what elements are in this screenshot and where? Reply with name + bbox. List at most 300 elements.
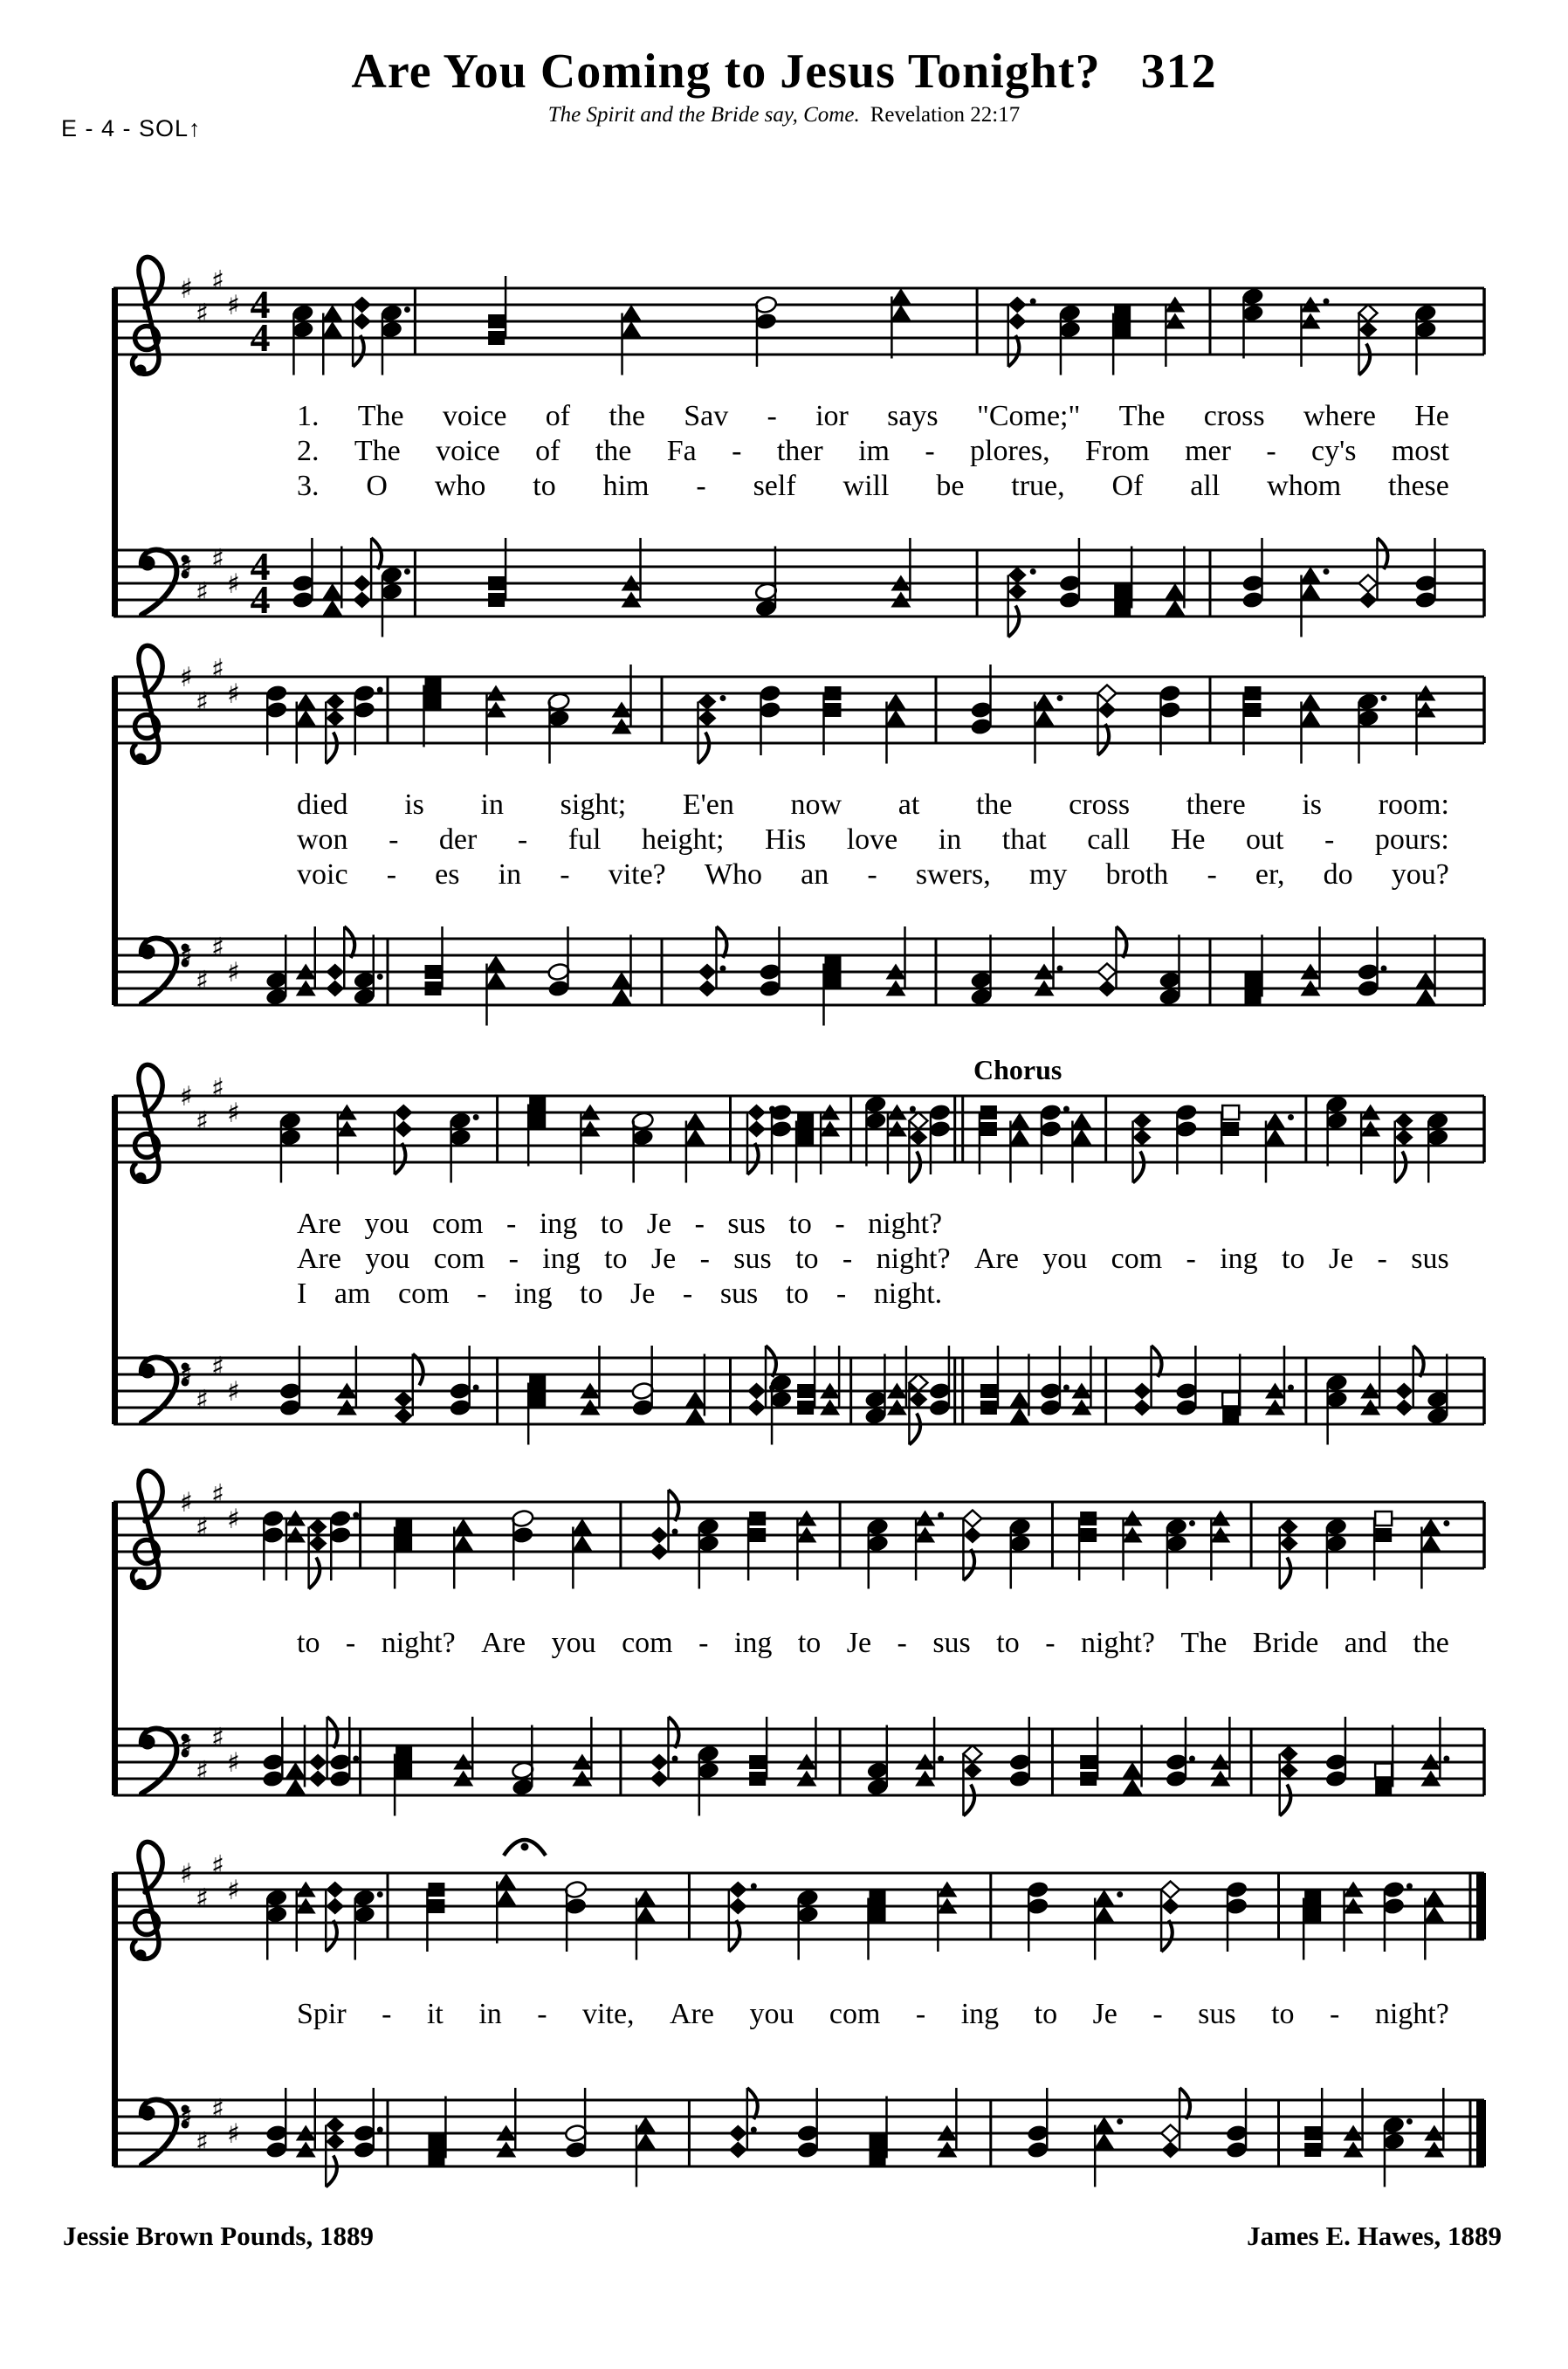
lyric-word: broth — [1105, 858, 1169, 891]
lyric-word: is — [1302, 789, 1323, 821]
note-head — [1094, 2117, 1114, 2132]
note-head — [759, 700, 781, 719]
bass-clef-icon — [141, 1735, 155, 1750]
sharp-icon: ♯ — [211, 653, 225, 685]
lyric-line — [297, 470, 1449, 505]
note-head — [547, 692, 570, 711]
sharp-icon: ♯ — [196, 298, 210, 330]
lyric-word: of — [545, 400, 571, 432]
treble-staff — [0, 1035, 1568, 1236]
sharp-icon: ♯ — [180, 2102, 194, 2133]
note-head — [1241, 304, 1264, 322]
note-head — [353, 1905, 375, 1924]
verse-lyrics — [297, 400, 1449, 505]
sharp-icon: ♯ — [211, 1351, 225, 1383]
note-head — [631, 1381, 654, 1400]
lyric-word: cy's — [1311, 435, 1357, 467]
note-head — [512, 1761, 534, 1780]
note-head — [395, 1520, 412, 1534]
augmentation-dot — [938, 1512, 944, 1519]
note-head — [1165, 600, 1185, 616]
sharp-icon: ♯ — [211, 1722, 225, 1754]
note-head — [1414, 590, 1437, 609]
note-head — [697, 1534, 719, 1553]
lyric-word: I — [297, 1277, 307, 1310]
note-head — [870, 1891, 886, 1905]
note-head — [1395, 1400, 1413, 1416]
lyric-word: to — [600, 1208, 624, 1240]
lyric-word: - — [694, 1208, 705, 1240]
note-head — [1133, 1129, 1152, 1146]
note-head — [1427, 1390, 1449, 1408]
lyric-word: sus — [727, 1208, 766, 1240]
lyric-word: - — [925, 435, 935, 467]
note-head — [1382, 1897, 1405, 1915]
note-head — [279, 1398, 301, 1416]
note-head — [1008, 1769, 1031, 1787]
note-flag — [1395, 1152, 1406, 1183]
lyric-word: - — [836, 1277, 847, 1310]
augmentation-dot — [404, 568, 410, 575]
lyric-word: ing — [539, 1208, 578, 1240]
lyric-word: - — [560, 858, 570, 891]
note-head — [1027, 2124, 1049, 2142]
lyric-word: to — [533, 470, 556, 502]
lyric-word: Are — [297, 1208, 341, 1240]
note-head — [1357, 962, 1379, 981]
augmentation-dot — [1063, 1106, 1069, 1112]
note-head — [970, 700, 993, 719]
note-head — [825, 703, 842, 717]
note-head — [1039, 1381, 1062, 1400]
lyric-word: - — [1207, 858, 1217, 891]
lyric-word: the — [975, 789, 1013, 821]
lyric-word: He — [1170, 823, 1206, 856]
lyric-word: - — [382, 1998, 392, 2030]
lyric-word: call — [1087, 823, 1131, 856]
bass-clef-icon — [141, 2106, 155, 2121]
lyric-word: to — [1271, 1998, 1295, 2030]
note-head — [1133, 1112, 1152, 1129]
note-head — [395, 1747, 412, 1761]
lyric-word: am — [334, 1277, 371, 1310]
treble-clef-icon — [133, 1842, 163, 1960]
note-head — [279, 1381, 301, 1400]
note-head — [698, 693, 717, 710]
lyric-word: - — [842, 1243, 853, 1275]
sharp-icon: ♯ — [227, 1875, 241, 1906]
note-head — [928, 1381, 951, 1400]
note-head — [488, 576, 505, 590]
note-head — [963, 1511, 981, 1527]
chorus-label: Chorus — [973, 1054, 1063, 1085]
note-head — [326, 1882, 344, 1898]
note-head — [326, 964, 344, 981]
note-head — [1357, 709, 1379, 727]
note-head — [797, 1114, 814, 1128]
note-head — [1222, 1393, 1239, 1407]
note-head — [265, 2124, 288, 2142]
page-title — [0, 44, 1568, 100]
augmentation-dot — [751, 2127, 757, 2133]
note-head — [380, 304, 402, 322]
lyric-word: true, — [1011, 470, 1065, 502]
lyric-line — [297, 1277, 942, 1312]
note-head — [1280, 1519, 1298, 1535]
note-head — [697, 1761, 719, 1780]
note-head — [1133, 1383, 1152, 1400]
lyric-word: to — [1034, 1998, 1058, 2030]
augmentation-dot — [910, 1106, 916, 1112]
lyric-word: ing — [1220, 1243, 1258, 1275]
augmentation-dot — [353, 1512, 359, 1519]
note-head — [1325, 1390, 1348, 1408]
lyric-word: Je — [846, 1627, 872, 1659]
sharp-icon: ♯ — [211, 265, 225, 297]
note-head — [449, 1398, 471, 1416]
lyric-word: - — [682, 1277, 693, 1310]
note-head — [1008, 583, 1027, 600]
note-head — [769, 1119, 792, 1138]
lyric-word: sus — [1411, 1243, 1449, 1275]
sharp-icon: ♯ — [196, 1384, 210, 1416]
note-head — [1420, 1519, 1441, 1534]
augmentation-dot — [720, 966, 726, 972]
treble-staff — [0, 616, 1568, 816]
note-head — [449, 1381, 471, 1400]
note-flag — [1098, 724, 1110, 755]
note-flag — [729, 1920, 740, 1952]
chorus-lyrics — [297, 1627, 1449, 1662]
note-head — [909, 1129, 927, 1146]
note-head — [425, 678, 442, 692]
augmentation-dot — [473, 1114, 479, 1120]
lyric-word: the — [1413, 1627, 1449, 1659]
note-head — [329, 1525, 352, 1544]
lyric-word: ing — [733, 1627, 773, 1659]
sharp-icon: ♯ — [196, 1105, 210, 1138]
lyric-word: ing — [960, 1998, 1000, 2030]
note-head — [529, 1376, 546, 1390]
lyric-word: to — [788, 1208, 812, 1240]
note-head — [1114, 602, 1131, 616]
lyric-word: you — [749, 1998, 794, 2030]
key-pitch-label: E - 4 - SOL↑ — [61, 115, 202, 141]
note-head — [496, 1890, 516, 1905]
sharp-icon: ♯ — [196, 686, 210, 719]
note-head — [866, 1518, 889, 1536]
note-head — [322, 600, 342, 616]
note-head — [796, 2140, 819, 2159]
note-flag — [1008, 335, 1020, 367]
note-head — [980, 1105, 997, 1119]
note-head — [1375, 1764, 1392, 1778]
note-head — [825, 957, 842, 971]
lyric-word: - — [508, 1243, 519, 1275]
lyric-word: com — [398, 1277, 450, 1310]
note-flag — [309, 1558, 320, 1589]
note-head — [1416, 972, 1436, 988]
note-head — [529, 1114, 546, 1128]
note-head — [970, 971, 993, 989]
note-head — [980, 1401, 997, 1415]
augmentation-dot — [473, 1385, 479, 1391]
note-head — [650, 1771, 669, 1787]
note-head — [353, 2124, 375, 2142]
lyric-word: "Come;" — [976, 400, 1081, 432]
note-head — [395, 1121, 413, 1138]
lyric-word: night. — [873, 1277, 943, 1310]
sharp-icon: ♯ — [180, 1731, 194, 1762]
lyric-word: cross — [1203, 400, 1265, 432]
lyric-word: pours: — [1374, 823, 1449, 856]
sharp-icon: ♯ — [180, 552, 194, 583]
lyric-word: won — [297, 823, 348, 856]
note-head — [864, 1112, 887, 1130]
note-head — [1094, 1890, 1114, 1905]
note-head — [449, 1128, 471, 1147]
note-head — [428, 1883, 444, 1897]
composer-credit: James E. Hawes, 1889 — [1247, 2221, 1502, 2251]
note-head — [636, 2133, 656, 2149]
chorus-lyrics — [297, 1998, 1449, 2033]
music-system-1 — [0, 227, 1568, 664]
note-head — [265, 2140, 288, 2159]
lyric-word: Je — [630, 1277, 656, 1310]
note-head — [309, 1535, 327, 1552]
augmentation-dot — [1057, 966, 1063, 972]
lyric-word: O — [366, 470, 388, 502]
note-head — [631, 1112, 654, 1130]
note-head — [353, 1889, 375, 1907]
scripture-line — [0, 103, 1568, 127]
note-head — [1175, 1381, 1198, 1400]
note-head — [1241, 590, 1264, 609]
time-signature: 4 — [250, 282, 271, 327]
note-head — [1035, 693, 1055, 709]
lyric-word: er, — [1255, 858, 1285, 891]
scripture-reference: Revelation 22:17 — [870, 103, 1021, 127]
sharp-icon: ♯ — [180, 1487, 194, 1519]
augmentation-dot — [1189, 1756, 1195, 1762]
lyric-word: night? — [1374, 1998, 1449, 2030]
note-head — [279, 1128, 301, 1147]
note-head — [729, 1898, 747, 1915]
lyric-word: where — [1303, 400, 1376, 432]
note-flag — [698, 733, 710, 764]
note-head — [353, 575, 371, 592]
note-head — [564, 2140, 587, 2159]
lyric-word: sight; — [560, 789, 627, 821]
lyric-word: The — [1180, 1627, 1228, 1659]
lyric-word: swers, — [915, 858, 991, 891]
note-head — [353, 592, 371, 609]
note-head — [326, 2133, 344, 2150]
lyric-word: and — [1344, 1627, 1387, 1659]
treble-staff — [0, 1441, 1568, 1642]
augmentation-dot — [1381, 966, 1387, 972]
lyric-word: night? — [381, 1627, 456, 1659]
note-head — [488, 331, 505, 345]
note-head — [980, 1384, 997, 1398]
note-head — [1245, 974, 1262, 988]
note-head — [425, 695, 442, 709]
note-head — [980, 1122, 997, 1136]
note-flag — [326, 733, 337, 764]
sharp-icon: ♯ — [227, 568, 241, 600]
note-head — [1416, 988, 1436, 1004]
note-head — [1009, 1408, 1029, 1423]
note-head — [866, 1778, 889, 1796]
lyric-word: - — [1152, 1998, 1163, 2030]
lyric-word: 2. — [297, 435, 320, 467]
lyric-line — [297, 858, 1449, 893]
note-head — [488, 314, 505, 328]
lyric-word: do — [1323, 858, 1353, 891]
note-head — [353, 971, 375, 989]
note-head — [292, 320, 314, 339]
note-head — [1382, 2132, 1405, 2151]
note-head — [1265, 1112, 1285, 1128]
note-head — [380, 566, 402, 584]
augmentation-dot — [377, 1891, 383, 1897]
note-head — [749, 1772, 766, 1786]
lyric-word: there — [1186, 789, 1246, 821]
note-head — [747, 1121, 766, 1138]
note-head — [1324, 1534, 1347, 1553]
lyric-word: E'en — [682, 789, 734, 821]
note-head — [864, 1095, 887, 1113]
note-head — [1395, 1112, 1413, 1129]
note-head — [796, 2124, 819, 2142]
sharp-icon: ♯ — [196, 576, 210, 609]
note-head — [754, 582, 777, 601]
lyric-word: vite? — [608, 858, 666, 891]
note-head — [1008, 1753, 1031, 1771]
lyric-line — [297, 1627, 1449, 1662]
note-head — [1424, 1906, 1444, 1922]
final-barline — [1476, 2100, 1486, 2166]
lyric-word: the — [595, 435, 632, 467]
note-head — [564, 1897, 587, 1915]
note-head — [1114, 306, 1131, 320]
treble-staff — [0, 227, 1568, 428]
lyric-word: sus — [1198, 1998, 1236, 2030]
treble-clef-icon — [133, 1842, 163, 1959]
lyric-word: - — [699, 1243, 710, 1275]
note-head — [754, 295, 777, 313]
hymn-number: 312 — [1140, 45, 1217, 99]
lyric-word: - — [1324, 823, 1335, 856]
note-head — [322, 321, 342, 337]
treble-clef-icon — [133, 257, 163, 375]
treble-clef-icon — [133, 645, 163, 762]
note-head — [428, 1899, 444, 1913]
note-head — [769, 1390, 792, 1408]
note-head — [1098, 702, 1117, 719]
note-head — [1222, 1409, 1239, 1423]
note-flag — [1359, 344, 1371, 375]
sharp-icon: ♯ — [211, 932, 225, 964]
note-head — [395, 1764, 412, 1778]
lyric-word: His — [764, 823, 807, 856]
note-head — [285, 1779, 306, 1794]
lyric-word: - — [696, 470, 706, 502]
note-head — [322, 583, 342, 599]
note-head — [1039, 1119, 1062, 1138]
note-head — [749, 1512, 766, 1525]
note-head — [1165, 1769, 1187, 1787]
lyric-word: whom — [1267, 470, 1342, 502]
sharp-icon: ♯ — [227, 1098, 241, 1129]
note-head — [1280, 1535, 1298, 1552]
lyric-word: to — [580, 1277, 603, 1310]
lyric-word: - — [1330, 1998, 1340, 2030]
augmentation-dot — [751, 1883, 757, 1890]
lyric-line — [297, 435, 1449, 470]
lyric-word: in — [478, 1998, 502, 2030]
lyric-word: - — [517, 823, 528, 856]
lyric-word: at — [897, 789, 920, 821]
lyric-word: Are — [297, 1243, 341, 1275]
time-signature: 4 — [250, 315, 271, 360]
note-head — [1325, 1095, 1348, 1113]
note-head — [870, 2152, 886, 2166]
note-head — [529, 1098, 546, 1112]
note-head — [486, 955, 506, 971]
lyric-word: Are — [973, 1243, 1019, 1275]
sharp-icon: ♯ — [180, 1360, 194, 1391]
lyric-word: 3. — [297, 470, 320, 502]
lyric-word: room: — [1378, 789, 1449, 821]
lyric-word: in — [480, 789, 504, 821]
note-head — [1241, 574, 1264, 592]
treble-clef-icon — [133, 1470, 163, 1587]
lyric-word: voice — [436, 435, 500, 467]
augmentation-dot — [1381, 695, 1387, 701]
treble-clef-icon — [133, 1064, 163, 1181]
note-head — [1098, 981, 1117, 997]
sharp-icon: ♯ — [227, 1376, 241, 1408]
lyric-word: vite, — [582, 1998, 635, 2030]
note-head — [825, 686, 842, 700]
lyric-word: - — [1186, 1243, 1196, 1275]
note-head — [631, 1398, 654, 1416]
note-flag — [395, 1143, 406, 1174]
augmentation-dot — [672, 1529, 678, 1535]
note-head — [1304, 1891, 1321, 1905]
augmentation-dot — [1324, 568, 1330, 575]
treble-clef-icon — [133, 645, 163, 764]
note-head — [262, 1509, 285, 1527]
lyric-word: says — [887, 400, 939, 432]
lyric-word: that — [1001, 823, 1047, 856]
note-head — [395, 1408, 413, 1424]
note-head — [622, 321, 642, 337]
lyric-word: height; — [642, 823, 725, 856]
bass-clef-icon — [141, 945, 155, 960]
lyric-word: Je — [1328, 1243, 1354, 1275]
note-head — [928, 1103, 951, 1121]
note-head — [262, 1525, 285, 1544]
lyric-word: Who — [704, 858, 762, 891]
note-flag — [326, 1920, 337, 1952]
note-head — [380, 320, 402, 339]
note-head — [572, 1535, 592, 1551]
lyric-word: to — [797, 1627, 822, 1659]
note-head — [353, 2140, 375, 2159]
note-head — [1123, 1779, 1143, 1794]
